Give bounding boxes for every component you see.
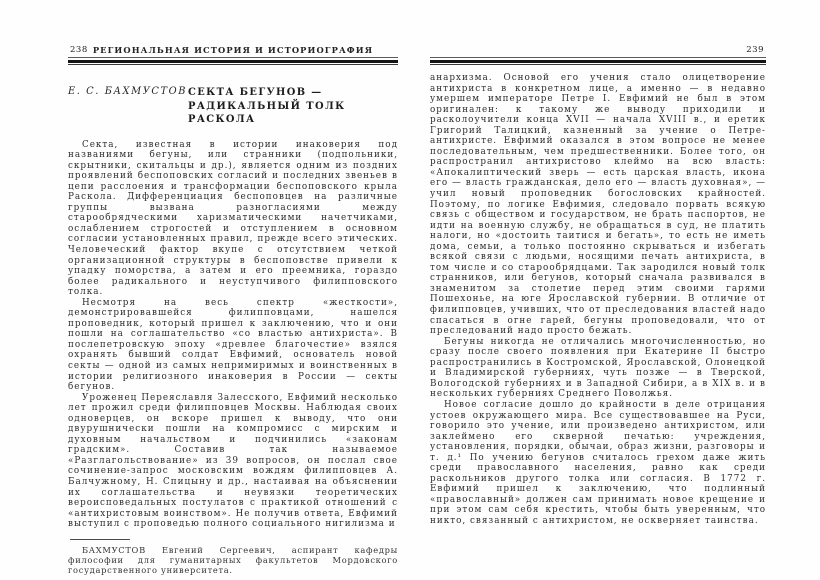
page-number-right: 239 [746,45,764,55]
footnote-text: БАХМУСТОВ Евгений Сергеевич, аспирант кафедры философии для гуманитарных факультетов Мордовского государственного университета. [68,544,398,576]
article-title-line1: СЕКТА БЕГУНОВ — [188,87,323,98]
byline-block [68,86,398,127]
article-title-line2: РАДИКАЛЬНЫЙ ТОЛК РАСКОЛА [188,100,346,125]
body-paragraph: Уроженец Переяславля Залесского, Евфимий несколько лет прожил среди филипповцев Москвы. Наблюдая своих одноверцев, он вскоре пришел к выводу, что они двурушнически пошли на компромисс с мирским и духовным начальством и подчинились «законам градским». Составив так называемое «Разглагольствование» из 39 вопросов, он послал свое сочинение-запрос московским вождям филипповцев А. Балчужному, Н. Спицыну и др., настаивая на объяснении их соглашательства и неувязки теоретических вероисповедальных постулатов с практикой отношений с «антихристовым воинством». Не получив ответа, Евфимий выступил с проповедью полного социального нигилизма и [68,392,398,530]
left-page-head [68,45,398,57]
running-header: РЕГИОНАЛЬНАЯ ИСТОРИЯ И ИСТОРИОГРАФИЯ [92,45,374,55]
body-paragraph: Новое согласие дошло до крайности в деле отрицания устоев окружающего мира. Все существовавшее на Руси, говорило это учение, или произведено антихристом, или заклеймено его скверной печатью: учреждения, установления, порядки, обычаи, образ жизни, разговоры и т. д.¹ По учению бегунов считалось грехом даже жить среди православного населения, равно как среди раскольников другого толка или согласия. В 1772 г. Евфимий пришел к заключению, что подлинный «православный» должен сам принимать новое крещение и при этом сам себя крестить, чтобы быть уверенным, что никто, связанный с антихристом, не оскверняет таинства. [430,399,766,526]
left-body-text [68,140,398,530]
body-paragraph: Секта, известная в истории инаковерия под названиями бегуны, или странники (подпольники, скрытники, скитальцы и др.), является одним из поздних проявлений беспоповских согласий и последних звеньев в цепи расслоения и трансформации беспоповского крыла Раскола. Дифференциация беспоповцев на различные группы вызвана разногласиями между старообрядческими харизматическими начетчиками, ослаблением строгостей и отступлением в основном согласии установленных правил, прежде всего этических. Человеческий фактор вкупе с отсутствием четкой организационной структуры в беспоповстве привели к упадку поморства, а затем и его преемника, гораздо более радикального и неуступчивого филипповского толка. [68,139,398,298]
footnote-rule [70,539,130,540]
header-rule-right [430,57,766,65]
left-page [68,45,398,575]
article-title [188,86,398,127]
right-page [430,45,766,527]
body-paragraph: Бегуны никогда не отличались многочисленностью, но сразу после своего появления при Екатерине II быстро распространились в Костромской, Ярославской, Олонецкой и Владимирской губерниях, чуть позже — в Тверской, Вологодской губерниях и в Западной Сибири, а в XIX в. и в нескольких губерниях Среднего Поволжья. [430,336,766,400]
body-paragraph-continuation: анархизма. Основой его учения стало олицетворение антихриста в конкретном лице, а именно — в недавно умершем императоре Петре I. Евфимий не был в этом оригинален: к такому же выводу приходили и расколоучители конца XVII — начала XVIII в., и еретик Григорий Талицкий, казненный за учение о Петре-антихристе. Евфимий оказался в этом вопросе не менее последовательным, чем предшественники. Более того, он распространил антихристово клеймо на всю власть: «Апокалиптический зверь — есть царская власть, икона его — власть гражданская, дело его — власть духовная», — учил новый проповедник богословских крайностей. Поэтому, по логике Евфимия, следовало порвать всякую связь с обществом и государством, не брать паспортов, не идти на военную службу, не обращаться в суд, не платить налоги, но «достоить таитися и бегать», то есть не иметь дома, семьи, а только постоянно скрываться и избегать всякой связи с людьми, носящими печать антихриста, в том числе и со старообрядцами. Так зародился новый толк странников, или бегунов, который сначала развивался в знаменитом за столетие перед этим своими гарями Пошехонье, на юге Ярославской губернии. В отличие от филипповцев, учивших, что от преследования властей надо спасаться в огне гарей, бегуны проповедовали, что от преследований надо просто бежать. [430,73,766,337]
right-page-head [430,45,766,57]
header-rule-left [68,57,398,65]
article-author: Е. С. БАХМУСТОВ [68,86,188,97]
footnote [68,545,398,576]
body-paragraph: Несмотря на весь спектр «жесткости», демонстрировавшейся филипповцами, нашелся проповедник, который пришел к заключению, что и они пошли на соглашательство «со властью антихриста». В послепетровскую эпоху «древлее благочестие» взялся охранять бывший солдат Евфимий, основатель новой секты — одной из самых непримиримых и воинственных в истории религиозного инаковерия в России — секты бегунов. [68,297,398,393]
right-body-text [430,73,766,527]
page-number-left: 238 [70,45,88,55]
